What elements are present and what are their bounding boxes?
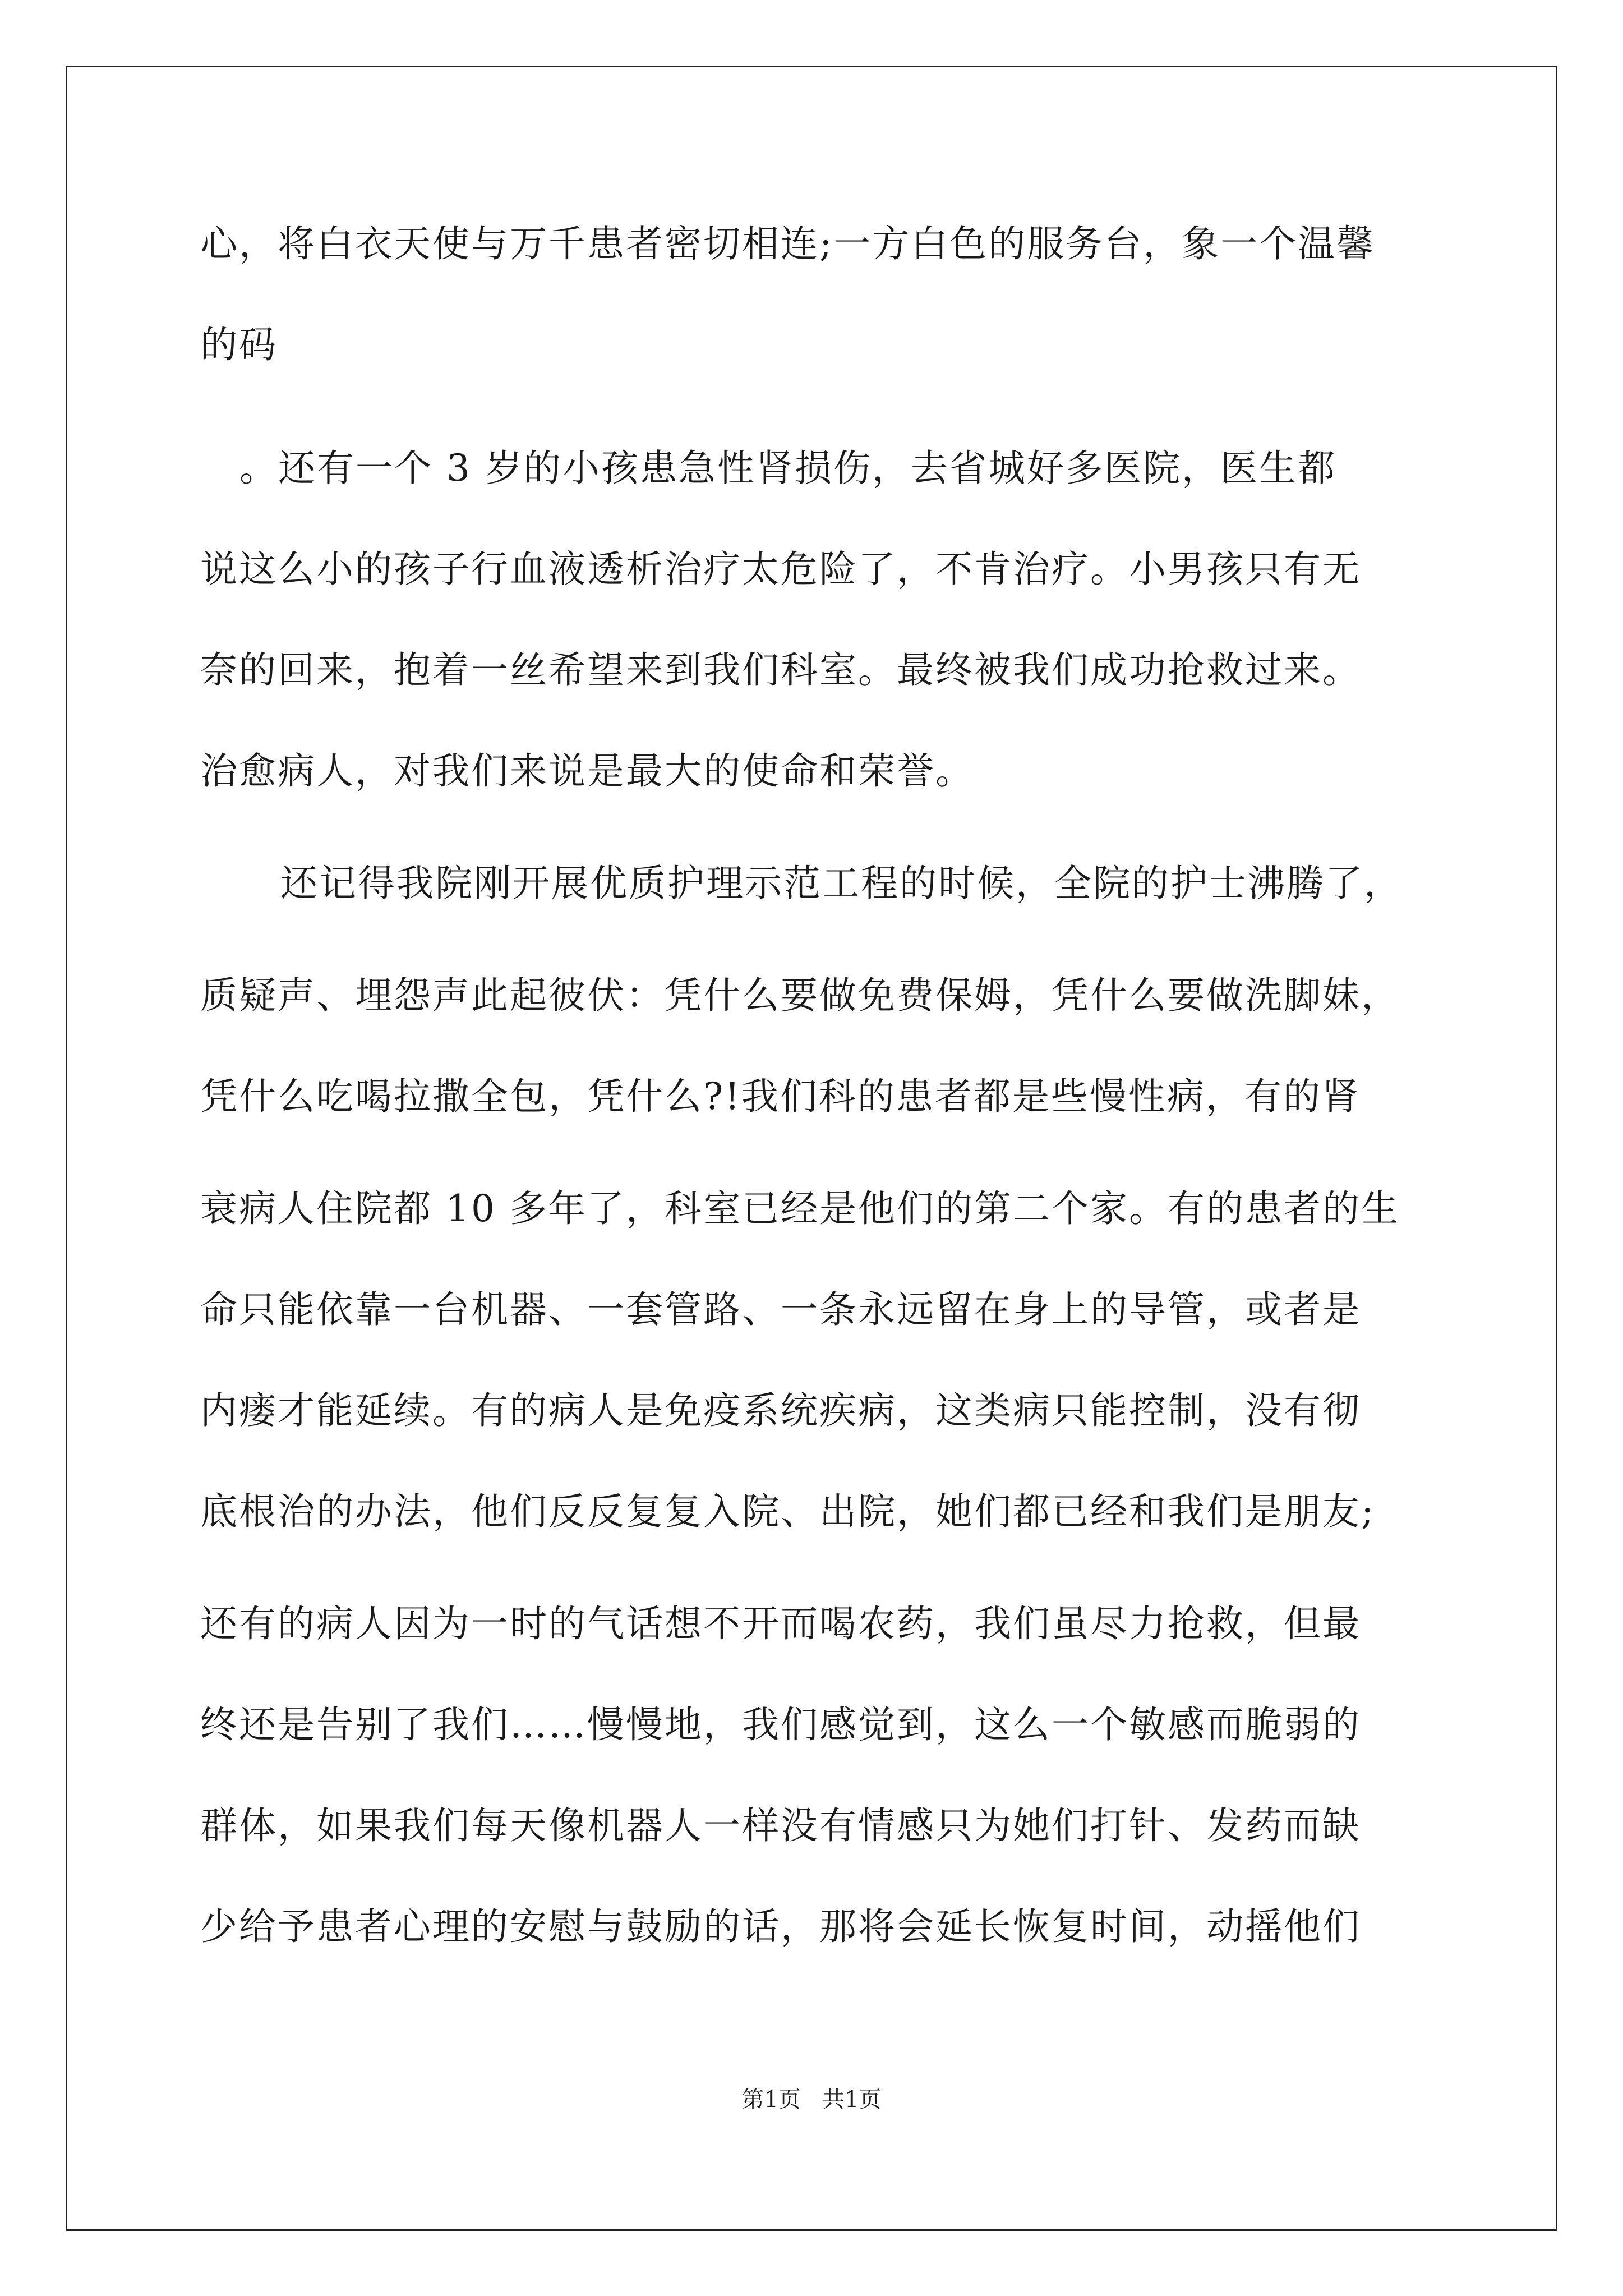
text-line: 心，将白衣天使与万千患者密切相连;一方白色的服务台，象一个温馨 [200, 222, 1376, 265]
text-line: 奈的回来，抱着一丝希望来到我们科室。最终被我们成功抢救过来。 [200, 648, 1361, 692]
text-line: 终还是告别了我们……慢慢地，我们感觉到，这么一个敏感而脆弱的 [200, 1703, 1361, 1746]
text-line: 说这么小的孩子行血液透析治疗太危险了，不肯治疗。小男孩只有无 [200, 547, 1361, 591]
text-line: 群体，如果我们每天像机器人一样没有情感只为她们打针、发药而缺 [200, 1804, 1361, 1847]
text-line: 的码 [200, 323, 278, 366]
text-line: 少给予患者心理的安慰与鼓励的话，那将会延长恢复时间，动摇他们 [200, 1905, 1361, 1948]
text-line: 内瘘才能延续。有的病人是免疫系统疾病，这类病只能控制，没有彻 [200, 1389, 1361, 1432]
page-footer: 第1页 共1页 [741, 2087, 882, 2113]
text-line: 命只能依靠一台机器、一套管路、一条永远留在身上的导管，或者是 [200, 1288, 1361, 1331]
text-line: 还有的病人因为一时的气话想不开而喝农药，我们虽尽力抢救，但最 [200, 1602, 1361, 1645]
text-line: 质疑声、埋怨声此起彼伏：凭什么要做免费保姆，凭什么要做洗脚妹， [200, 974, 1400, 1017]
text-line: 。还有一个 3 岁的小孩患急性肾损伤，去省城好多医院，医生都 [239, 447, 1336, 490]
text-line: 衰病人住院都 10 多年了，科室已经是他们的第二个家。有的患者的生 [200, 1187, 1400, 1230]
text-line: 治愈病人，对我们来说是最大的使命和荣誉。 [200, 749, 974, 793]
text-line: 凭什么吃喝拉撒全包，凭什么?!我们科的患者都是些慢性病，有的肾 [200, 1075, 1361, 1118]
text-line: 还记得我院刚开展优质护理示范工程的时候，全院的护士沸腾了， [280, 862, 1403, 905]
text-line: 底根治的办法，他们反反复复入院、出院，她们都已经和我们是朋友; [200, 1490, 1376, 1533]
